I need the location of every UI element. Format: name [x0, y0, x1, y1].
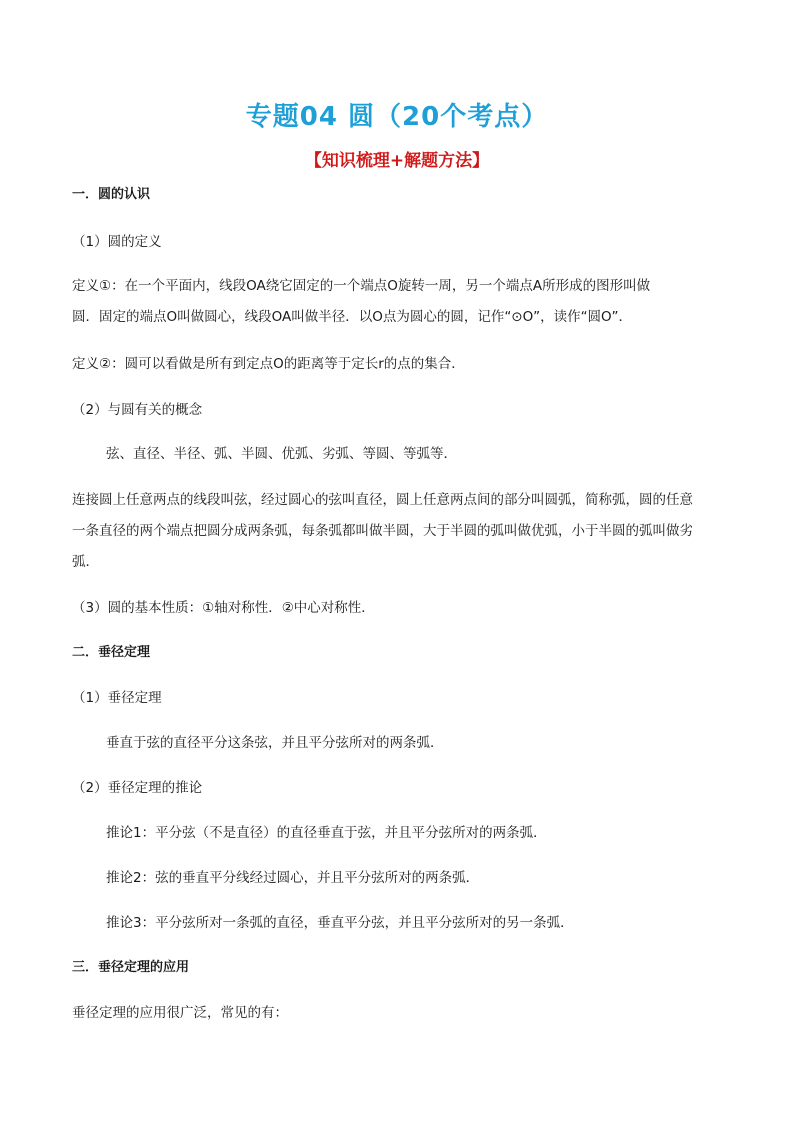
paragraph-line: 圆．固定的端点O叫做圆心，线段OA叫做半径．以O点为圆心的圆，记作“⊙O”，读作“圆O”． [72, 309, 632, 325]
paragraph-line: 一条直径的两个端点把圆分成两条弧，每条弧都叫做半圆，大于半圆的弧叫做优弧，小于半圆的弧叫做劣 [72, 523, 693, 539]
paragraph-line: 弦、直径、半径、弧、半圆、优弧、劣弧、等圆、等弧等． [106, 446, 457, 462]
paragraph-line: 连接圆上任意两点的线段叫弦，经过圆心的弦叫直径，圆上任意两点间的部分叫圆弧，简称弧，圆的任意 [72, 492, 693, 508]
page-subtitle: 【知识梳理+解题方法】 [304, 151, 490, 171]
paragraph-line: 垂径定理的应用很广泛，常见的有： [72, 1005, 288, 1021]
page-title: 专题04 圆（20个考点） [245, 102, 549, 132]
paragraph-line: （3）圆的基本性质：①轴对称性．②中心对称性． [72, 600, 375, 616]
subsection-heading: （1）垂径定理 [72, 690, 162, 706]
paragraph-line: 定义②：圆可以看做是所有到定点O的距离等于定长r的点的集合． [72, 356, 465, 372]
subsection-heading: （1）圆的定义 [72, 234, 162, 250]
section-heading-1: 一．圆的认识 [72, 187, 151, 202]
subsection-heading: （2）垂径定理的推论 [72, 780, 203, 796]
paragraph-line: 推论2：弦的垂直平分线经过圆心，并且平分弦所对的两条弧． [106, 870, 480, 886]
paragraph-line: 定义①：在一个平面内，线段OA绕它固定的一个端点O旋转一周，另一个端点A所形成的图形叫做 [72, 278, 651, 294]
paragraph-line: 垂直于弦的直径平分这条弦，并且平分弦所对的两条弧． [106, 735, 444, 751]
section-heading-2: 二．垂径定理 [72, 645, 151, 660]
paragraph-line: 推论1：平分弦（不是直径）的直径垂直于弦，并且平分弦所对的两条弧． [106, 825, 547, 841]
paragraph-line: 推论3：平分弦所对一条弧的直径，垂直平分弦，并且平分弦所对的另一条弧． [106, 915, 574, 931]
paragraph-line: 弧． [72, 554, 99, 570]
section-heading-3: 三．垂径定理的应用 [72, 960, 190, 975]
subsection-heading: （2）与圆有关的概念 [72, 402, 203, 418]
